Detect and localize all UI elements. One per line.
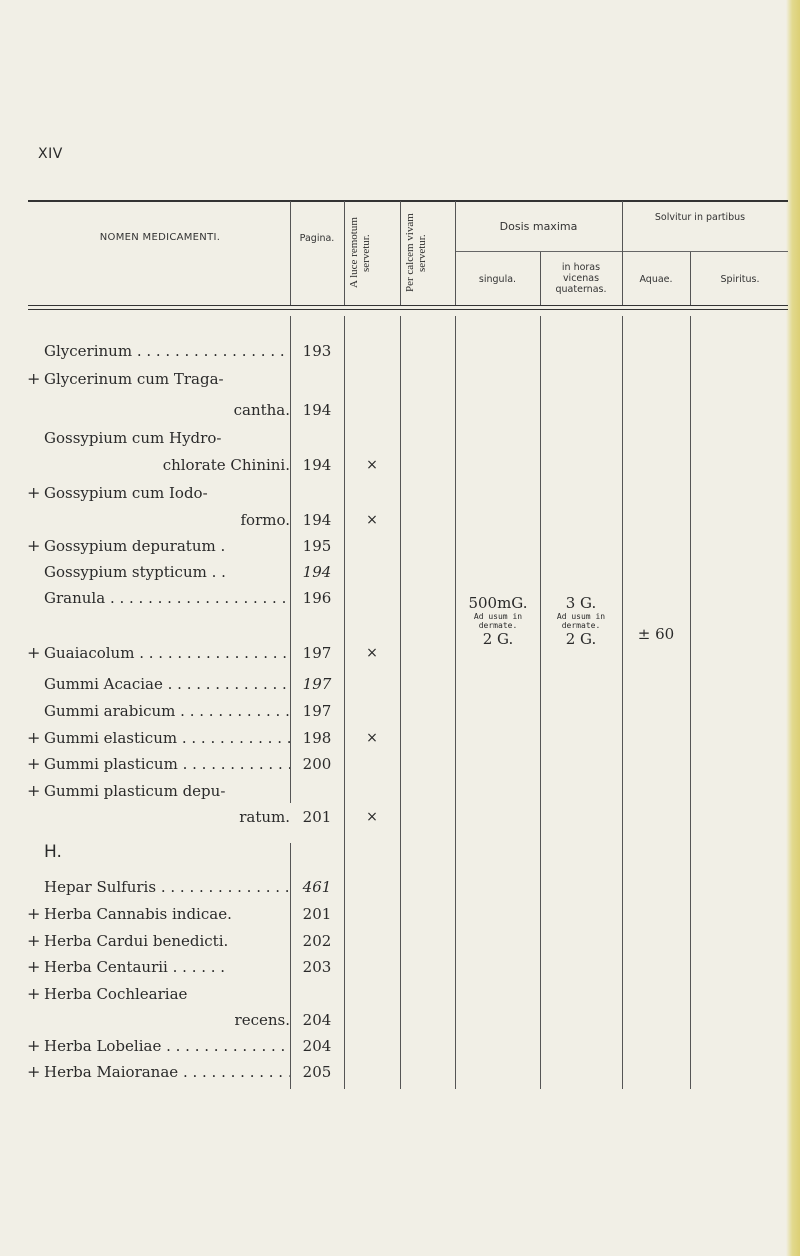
row-cross: × [366, 512, 378, 528]
table-row-cont [0, 1006, 800, 1034]
dose-single-block [456, 594, 540, 648]
row-mark: + [27, 781, 41, 800]
header-dose-group: Dosis maxima [499, 220, 578, 233]
hdr-div-3 [400, 201, 401, 305]
solv-water-value: ± 60 [637, 625, 675, 643]
table-row-cont [0, 396, 800, 424]
table-row-cont [0, 506, 800, 534]
row-page: 205 [302, 1063, 332, 1081]
table-row [0, 365, 800, 393]
row-name: Gossypium depuratum . [44, 537, 226, 555]
hdr-div-1 [290, 201, 291, 305]
table-row [0, 927, 800, 955]
row-name-cont: chlorate Chinini. [162, 456, 290, 474]
dose-day-block [541, 594, 621, 648]
header-solv-group: Solvitur in partibus [654, 212, 746, 223]
table-row [0, 697, 800, 725]
header-bottom-rule [28, 305, 788, 306]
header-page-col: Pagina. [299, 233, 335, 244]
header-solv-spirit: Spiritus. [720, 274, 760, 285]
table-row [0, 639, 800, 667]
dose-single-top: 500mG. [468, 594, 528, 612]
row-name: Herba Maioranae . . . [44, 1058, 290, 1086]
row-name: Gummi Acaciae . . . [44, 670, 290, 698]
header-lime-col: Per calcem vivam servetur. [404, 213, 428, 293]
row-page: 195 [302, 537, 332, 555]
hdr-div-4 [455, 201, 456, 305]
section-heading-h: H. [44, 842, 62, 862]
table-row [0, 873, 800, 901]
row-cross: × [366, 645, 378, 661]
row-page: 202 [302, 932, 332, 950]
row-mark: + [27, 1062, 41, 1081]
row-mark: + [27, 957, 41, 976]
row-mark: + [27, 728, 41, 747]
table-row [0, 532, 800, 560]
row-cross: × [366, 457, 378, 473]
row-page: 196 [302, 589, 332, 607]
body-div-4c [455, 1033, 456, 1089]
body-div-5c [540, 1033, 541, 1089]
row-name-cont: recens. [234, 1011, 290, 1029]
table-row [0, 953, 800, 981]
table-row [0, 750, 800, 778]
row-mark: + [27, 483, 41, 502]
row-page: 194 [302, 456, 332, 474]
row-page: 194 [302, 401, 332, 419]
table-row [0, 479, 800, 507]
row-name-cont: cantha. [233, 401, 290, 419]
row-name: Granula . . . [44, 584, 290, 612]
table-row [0, 980, 800, 1008]
row-name: Gummi arabicum . . . [44, 697, 290, 725]
table-row [0, 558, 800, 586]
row-cross: × [366, 809, 378, 825]
row-page: 201 [302, 808, 332, 826]
row-name: Gummi elasticum . . . [44, 724, 290, 752]
dose-day-bottom: 2 G. [565, 630, 597, 648]
hdr-div-2 [344, 201, 345, 305]
row-name: Herba Cochleariae [44, 985, 188, 1003]
row-mark: + [27, 904, 41, 923]
body-div-6c [622, 1033, 623, 1089]
row-mark: + [27, 931, 41, 950]
table-row [0, 337, 800, 365]
row-name: Glycerinum . . . [44, 337, 290, 365]
dose-single-note: Ad usum in dermate. [473, 612, 523, 630]
dose-single-bottom: 2 G. [482, 630, 514, 648]
body-div-1c [290, 1033, 291, 1089]
header-dose-day: in horas vicenas quaternas. [555, 262, 607, 295]
row-name-cont: ratum. [239, 808, 290, 826]
table-row [0, 777, 800, 805]
row-name: Gossypium stypticum . . [44, 563, 226, 581]
row-mark: + [27, 984, 41, 1003]
row-page: 204 [302, 1011, 332, 1029]
row-mark: + [27, 536, 41, 555]
table-row-cont [0, 803, 800, 831]
row-name: Herba Lobeliae . . . [44, 1032, 290, 1060]
row-name: Herba Centaurii . . . . . . [44, 958, 226, 976]
row-name: Herba Cardui benedicti. [44, 932, 229, 950]
body-div-7c [690, 1033, 691, 1089]
page-number: XIV [38, 146, 63, 162]
row-name: Gummi plasticum . . . [44, 750, 290, 778]
hdr-div-5 [540, 252, 541, 305]
header-solv-water: Aquae. [639, 274, 673, 285]
row-page: 201 [302, 905, 332, 923]
header-bottom-rule-2 [28, 309, 788, 310]
row-name-cont: formo. [240, 511, 290, 529]
row-page: 461 [302, 878, 332, 896]
row-page: 204 [302, 1037, 332, 1055]
row-page: 198 [302, 729, 332, 747]
row-name: Guaiacolum . . . [44, 639, 290, 667]
table-row [0, 724, 800, 752]
table-row [0, 900, 800, 928]
row-page: 197 [302, 644, 332, 662]
row-mark: + [27, 643, 41, 662]
row-page: 200 [302, 755, 332, 773]
row-name: Herba Cannabis indicae. [44, 905, 232, 923]
body-div-3c [400, 1033, 401, 1089]
row-mark: + [27, 754, 41, 773]
row-mark: + [27, 1036, 41, 1055]
row-page: 194 [302, 511, 332, 529]
row-name: Gossypium cum Iodo- [44, 484, 208, 502]
table-row [0, 670, 800, 698]
header-top-rule [28, 200, 788, 202]
table-row [0, 424, 800, 452]
hdr-div-6 [622, 201, 623, 305]
row-page: 203 [302, 958, 332, 976]
row-page: 197 [302, 675, 332, 693]
row-page: 197 [302, 702, 332, 720]
row-name: Glycerinum cum Traga- [44, 370, 224, 388]
table-row [0, 584, 800, 612]
row-cross: × [366, 730, 378, 746]
dose-day-top: 3 G. [565, 594, 597, 612]
row-name: Hepar Sulfuris . . . [44, 873, 290, 901]
row-mark: + [27, 369, 41, 388]
header-light-col: A luce remotum servetur. [348, 217, 372, 289]
row-name: Gummi plasticum depu- [44, 782, 226, 800]
body-div-2c [344, 1033, 345, 1089]
header-dose-single: singula. [478, 274, 517, 285]
row-name: Gossypium cum Hydro- [44, 429, 222, 447]
header-name-col: NOMEN MEDICAMENTI. [99, 232, 221, 243]
row-page: 194 [302, 563, 332, 581]
dose-day-note: Ad usum in dermate. [556, 612, 606, 630]
row-page: 193 [302, 342, 332, 360]
table-row-cont [0, 451, 800, 479]
